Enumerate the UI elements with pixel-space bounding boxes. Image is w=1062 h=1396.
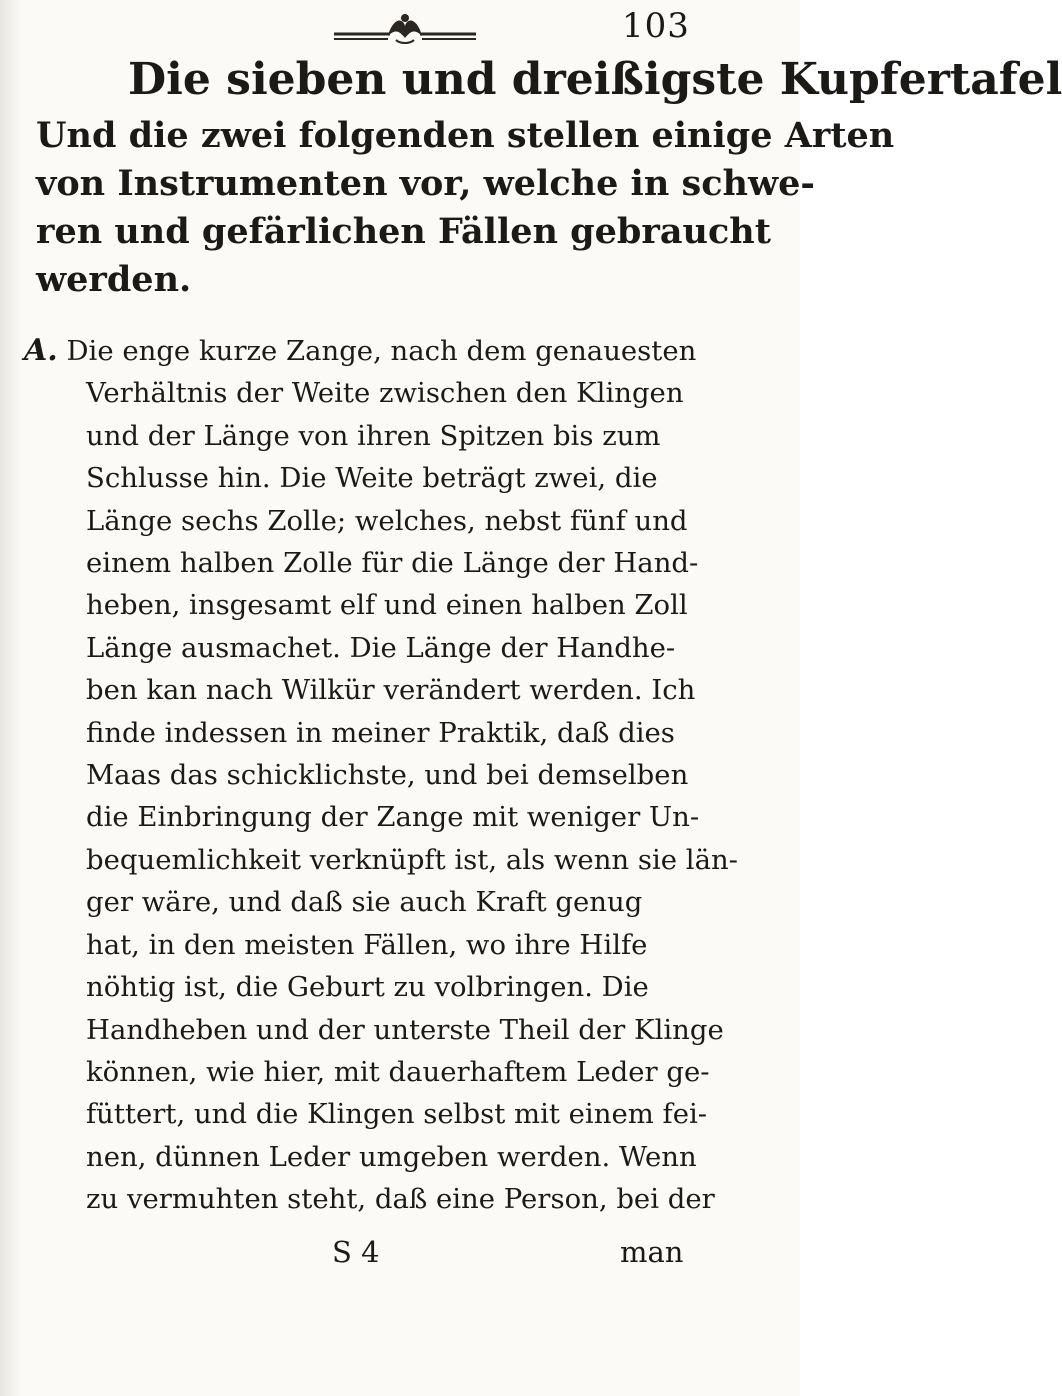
catchword: man [620,1235,684,1269]
body-first-line-text: Die enge kurze Zange, nach dem genauesten [66,335,697,367]
body-line: Maas das schicklichste, und bei demselben [86,759,689,792]
body-line: können, wie hier, mit dauerhaftem Leder ge- [86,1055,710,1088]
page-footer [0,1228,800,1276]
plate-title: Die sieben und dreißigste Kupfertafel [128,54,1062,105]
body-line: einem halben Zolle für die Länge der Hand- [86,547,699,580]
body-line: die Einbringung der Zange mit weniger Un- [86,801,700,834]
body-line: ger wäre, und daß sie auch Kraft genug [86,886,643,919]
body-line: ben kan nach Wilkür verändert werden. Ich [86,674,696,707]
signature-mark: S 4 [332,1235,380,1269]
body-line: und der Länge von ihren Spitzen bis zum [86,419,661,452]
intro-line: von Instrumenten vor, welche in schwe- [36,163,815,204]
body-line: füttert, und die Klingen selbst mit einem fei- [86,1098,708,1131]
body-line: zu vermuhten steht, daß eine Person, bei der [86,1183,715,1216]
body-paragraph [24,330,784,1221]
body-line: bequemlichkeit verknüpft ist, als wenn sie län- [86,843,738,876]
decorative-ornament-icon [330,10,480,44]
body-line: Länge sechs Zolle; welches, nebst fünf und [86,504,688,537]
body-first-line [24,330,784,372]
body-line: Verhältnis der Weite zwischen den Klingen [86,377,684,410]
body-line: nen, dünnen Leder umgeben werden. Wenn [86,1140,697,1173]
item-letter: A. [24,333,58,368]
body-line: Länge ausmachet. Die Länge der Handhe- [86,631,676,664]
body-line: nöhtig ist, die Geburt zu volbringen. Die [86,971,649,1004]
body-line: Schlusse hin. Die Weite beträgt zwei, die [86,462,658,495]
intro-paragraph [36,112,895,304]
intro-line: werden. [36,259,192,300]
body-line: Handheben und der unterste Theil der Klinge [86,1013,724,1046]
body-line: heben, insgesamt elf und einen halben Zoll [86,589,688,622]
body-line: finde indessen in meiner Praktik, daß dies [86,716,675,749]
intro-line: ren und gefärlichen Fällen gebraucht [36,211,771,252]
intro-line: Und die zwei folgenden stellen einige Arten [36,115,895,156]
body-line: hat, in den meisten Fällen, wo ihre Hilfe [86,928,648,961]
page-number: 103 [622,6,690,46]
page-edge-shadow [0,0,22,1396]
